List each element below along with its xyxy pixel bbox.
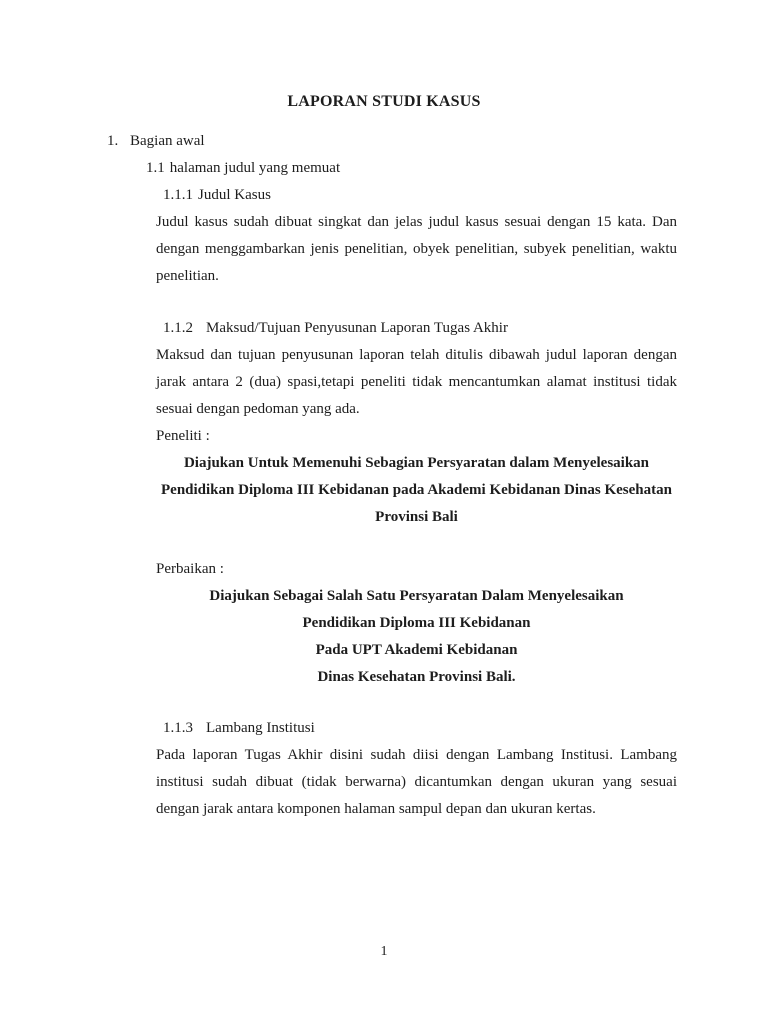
revision-statement bbox=[156, 583, 677, 691]
section-heading-1-1-3 bbox=[163, 715, 768, 742]
section-heading-text: Lambang Institusi bbox=[206, 720, 315, 736]
researcher-statement-line: Pendidikan Diploma III Kebidanan pada Akademi Kebidanan Dinas Kesehatan bbox=[161, 482, 672, 498]
section-heading-1-1-2 bbox=[163, 315, 768, 342]
outline-item-1 bbox=[107, 128, 768, 155]
revision-label: Perbaikan : bbox=[156, 561, 224, 577]
section-body-1-1-2: Maksud dan tujuan penyusunan laporan telah ditulis dibawah judul laporan dengan jarak antara 2 (dua) spasi,tetapi peneliti tidak mencantumkan alamat institusi tidak sesuai dengan pedoman yang ada. bbox=[156, 347, 677, 417]
section-heading-text: Judul Kasus bbox=[198, 187, 271, 203]
researcher-label: Peneliti : bbox=[156, 428, 210, 444]
researcher-statement bbox=[156, 450, 677, 531]
revision-statement-line: Dinas Kesehatan Provinsi Bali. bbox=[317, 669, 516, 685]
section-heading-text: Maksud/Tujuan Penyusunan Laporan Tugas Akhir bbox=[206, 320, 508, 336]
outline-item-1-1-label: halaman judul yang memuat bbox=[169, 160, 341, 176]
outline-item-1-1 bbox=[146, 155, 768, 182]
outline-item-1-number: 1. bbox=[107, 133, 119, 149]
section-number: 1.1.1 bbox=[163, 187, 193, 203]
section-body-1-1-3: Pada laporan Tugas Akhir disini sudah diisi dengan Lambang Institusi. Lambang institusi sudah dibuat (tidak berwarna) dicantumkan dengan ukuran yang sesuai dengan jarak antara komponen halaman sampul depan dan ukuran kertas. bbox=[156, 747, 677, 817]
section-heading-1-1-1 bbox=[163, 182, 768, 209]
outline-item-1-label: Bagian awal bbox=[130, 133, 205, 149]
researcher-statement-line: Diajukan Untuk Memenuhi Sebagian Persyaratan dalam Menyelesaikan bbox=[183, 455, 650, 471]
section-body-1-1-1: Judul kasus sudah dibuat singkat dan jelas judul kasus sesuai dengan 15 kata. Dan dengan menggambarkan jenis penelitian, obyek penelitian, subyek penelitian, waktu penelitian. bbox=[156, 214, 677, 284]
document-title: LAPORAN STUDI KASUS bbox=[287, 93, 481, 110]
section-number: 1.1.2 bbox=[163, 320, 193, 336]
page-number: 1 bbox=[380, 944, 388, 959]
outline-item-1-1-number: 1.1 bbox=[146, 160, 165, 176]
revision-statement-line: Pendidikan Diploma III Kebidanan bbox=[302, 615, 531, 631]
section-number: 1.1.3 bbox=[163, 720, 193, 736]
revision-statement-line: Pada UPT Akademi Kebidanan bbox=[315, 642, 518, 658]
researcher-statement-line: Provinsi Bali bbox=[375, 509, 458, 525]
revision-statement-line: Diajukan Sebagai Salah Satu Persyaratan Dalam Menyelesaikan bbox=[209, 588, 624, 604]
